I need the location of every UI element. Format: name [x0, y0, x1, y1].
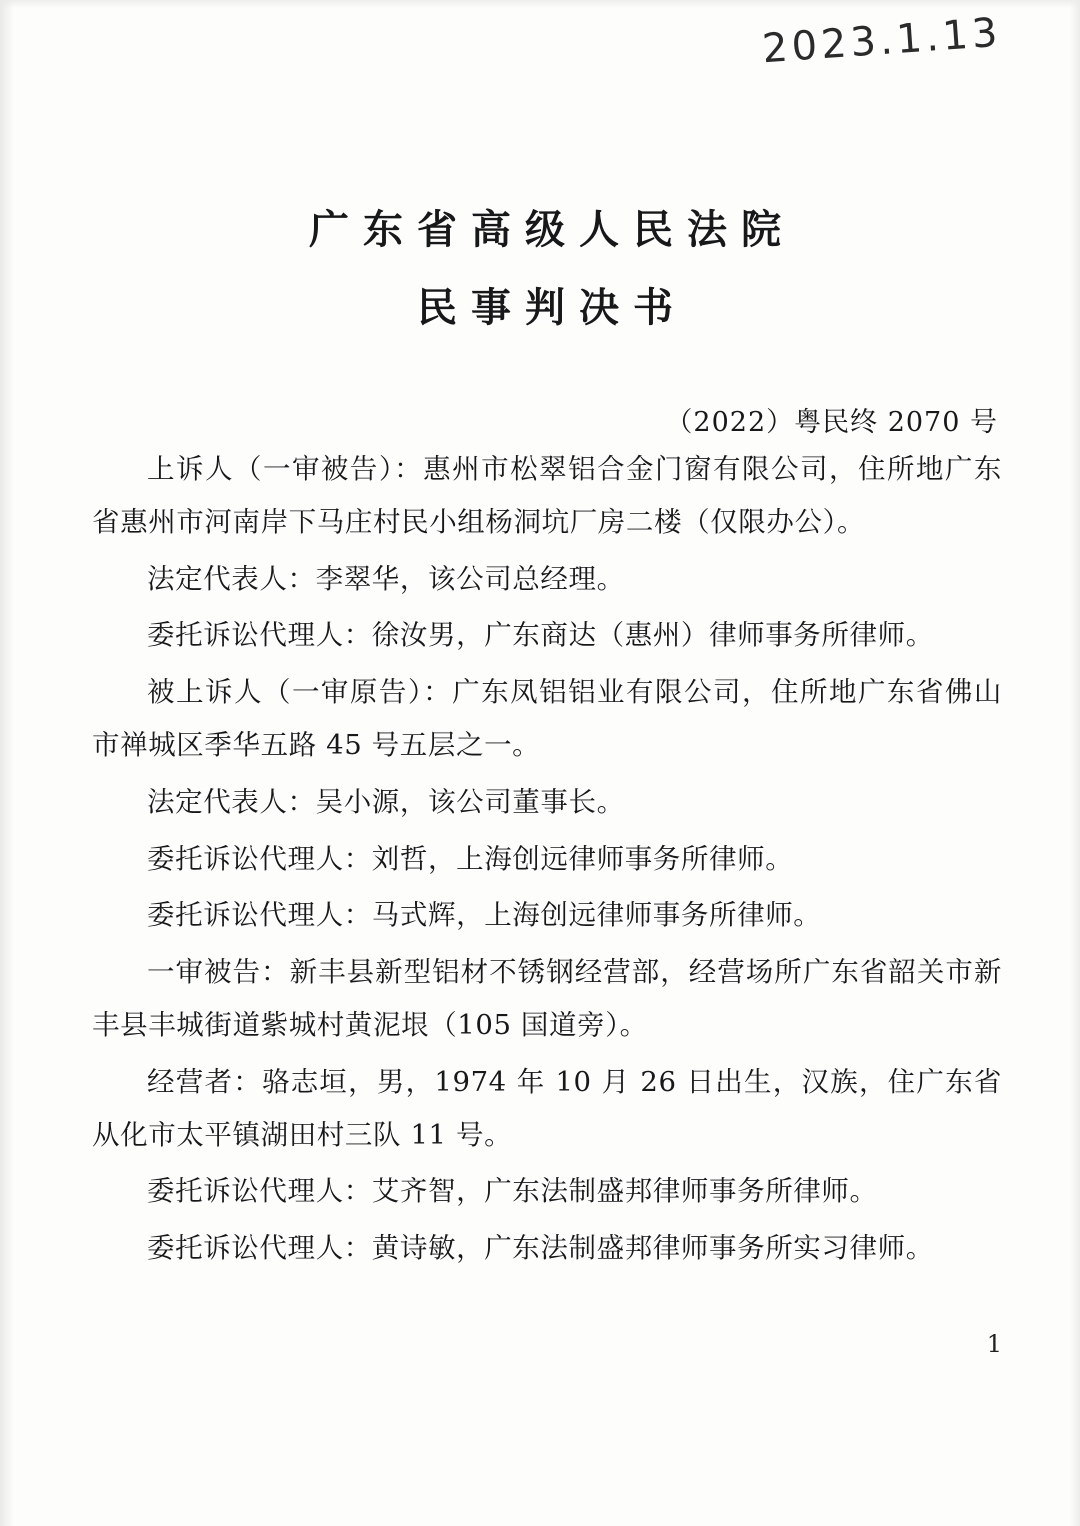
handwritten-date-annotation: 2023.1.13	[761, 9, 1004, 73]
scan-edge-left	[0, 0, 14, 1526]
scan-edge-right	[1070, 0, 1080, 1526]
paragraph-defendant-agent-1: 委托诉讼代理人：艾齐智，广东法制盛邦律师事务所律师。	[147, 1175, 878, 1208]
paragraph-appellee-agent-1: 委托诉讼代理人：刘哲，上海创远律师事务所律师。	[147, 842, 794, 875]
court-title: 广东省高级人民法院	[309, 206, 795, 253]
paragraph-appellee-legal-rep: 法定代表人：吴小源，该公司董事长。	[147, 785, 625, 818]
paragraph-first-instance-defendant: 一审被告：新丰县新型铝材不锈钢经营部，经营场所广东省韶关市新丰县丰城街道紫城村黄泥垠（105 国道旁）。	[92, 956, 1002, 1041]
page-number: 1	[986, 1330, 1002, 1358]
scan-edge-top	[0, 0, 1080, 8]
paragraph-appellant-agent-1: 委托诉讼代理人：徐汝男，广东商达（惠州）律师事务所律师。	[147, 619, 934, 652]
paragraph-appellee: 被上诉人（一审原告）：广东凤铝铝业有限公司，住所地广东省佛山市禅城区季华五路 45 号五层之一。	[92, 676, 1002, 761]
case-number: （2022）粤民终 2070 号	[665, 407, 998, 438]
document-body	[92, 200, 1002, 1275]
paragraph-operator: 经营者：骆志垣，男，1974 年 10 月 26 日出生，汉族，住广东省从化市太平镇湖田村三队 11 号。	[92, 1065, 1002, 1151]
paragraph-defendant-agent-2: 委托诉讼代理人：黄诗敏，广东法制盛邦律师事务所实习律师。	[147, 1232, 934, 1265]
paragraph-appellant: 上诉人（一审被告）：惠州市松翠铝合金门窗有限公司，住所地广东省惠州市河南岸下马庄村民小组杨洞坑厂房二楼（仅限办公）。	[92, 453, 1002, 538]
paragraph-appellee-agent-2: 委托诉讼代理人：马式辉，上海创远律师事务所律师。	[147, 899, 822, 932]
document-type-title: 民事判决书	[417, 284, 687, 331]
paragraph-appellant-legal-rep: 法定代表人：李翠华，该公司总经理。	[147, 562, 625, 595]
